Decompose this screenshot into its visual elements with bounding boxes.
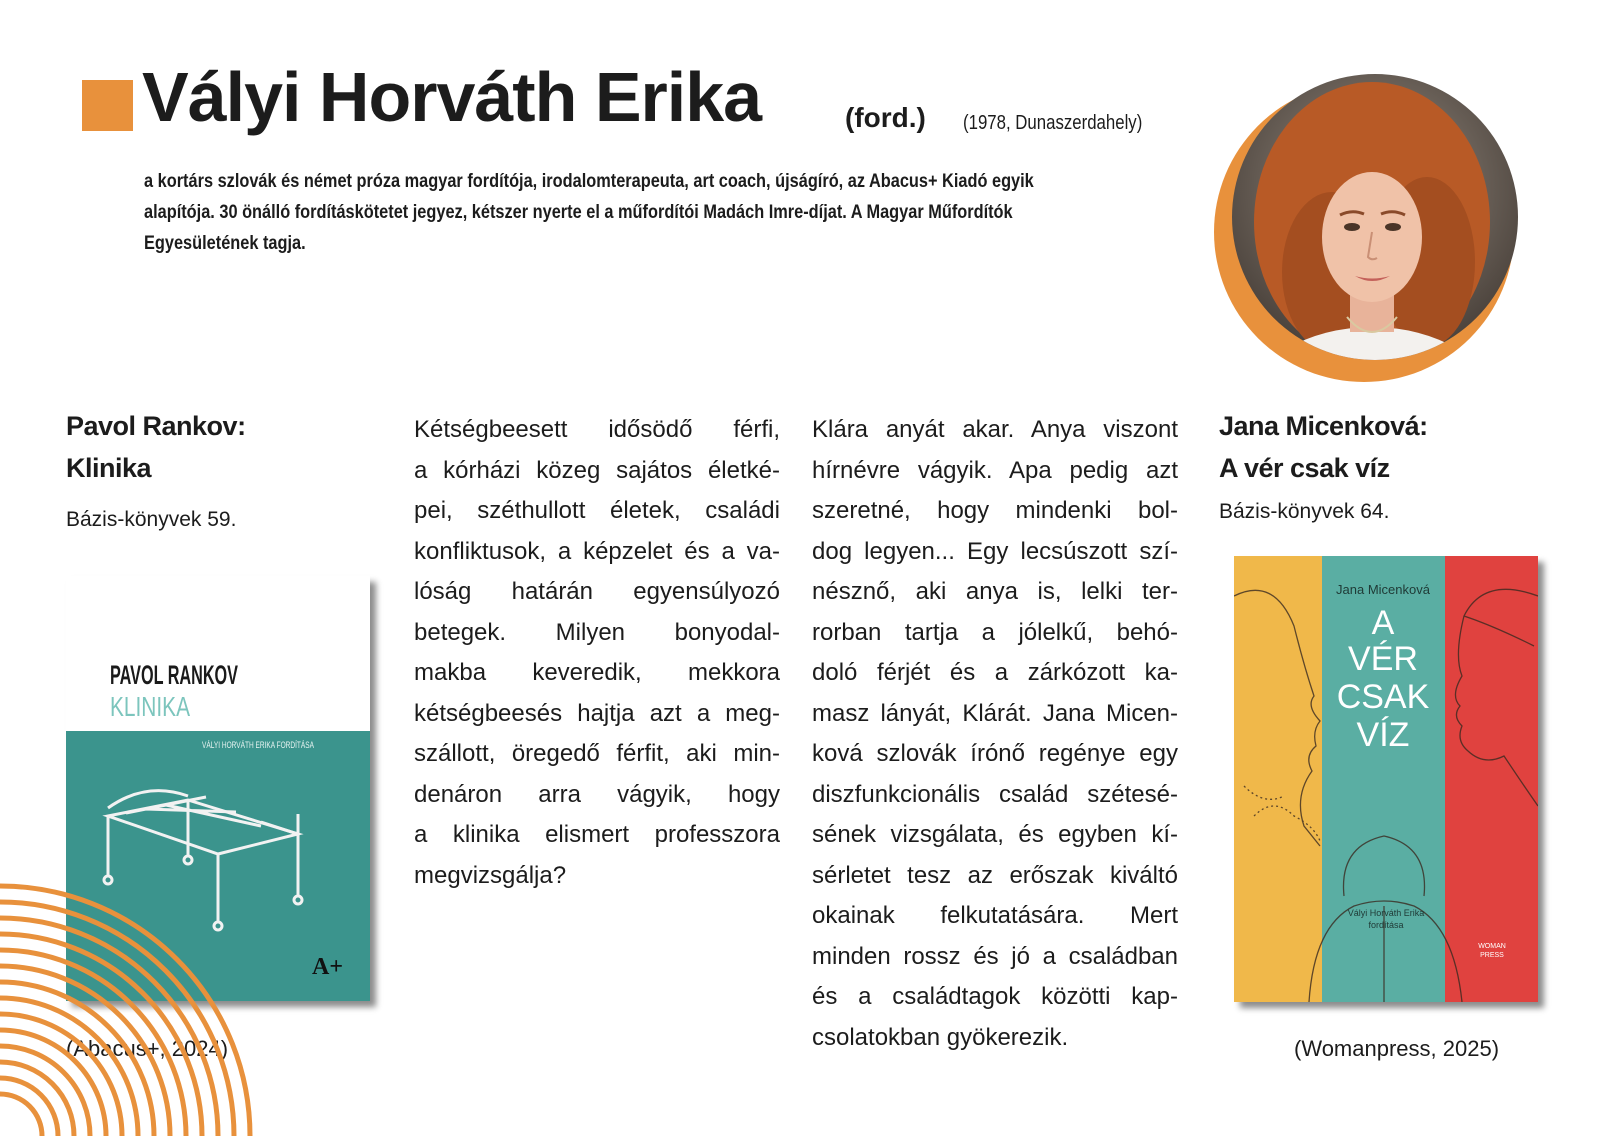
left-book-series: Bázis-könyvek 59. [66, 508, 237, 531]
left-book-title [66, 405, 246, 489]
text-line: csolatokban gyökerezik. [812, 1023, 1069, 1051]
text-line: ková szlovák írónő regénye egy [812, 740, 1178, 767]
right-cover-translator: fordítása [1368, 920, 1404, 930]
text-line: hírnévre vágyik. Apa pedig azt [812, 456, 1178, 484]
text-line: rorban tartja a jólelkű, behó- [812, 618, 1178, 646]
text-line: kétségbeesés hajtja azt a meg- [414, 699, 780, 727]
right-cover-title-line: VÍZ [1356, 716, 1410, 754]
bio-line: a kortárs szlovák és német próza magyar fordítója, irodalomterapeuta, art coach, újságíró, az Abacus+ Kiadó egyik [144, 171, 1034, 192]
role-label: (ford.) [845, 102, 926, 133]
left-book-description [414, 410, 780, 896]
left-book-publisher: (Abacus+, 2024) [66, 1036, 229, 1061]
text-line: sének vizsgálata, és egyben kí- [812, 821, 1178, 848]
decorative-arcs [0, 880, 260, 1136]
text-line: diszfunkcionális család szétesé- [812, 780, 1178, 808]
right-cover-author: Jana Micenková [1336, 582, 1430, 597]
right-cover-title-line: VÉR [1348, 640, 1418, 678]
text-line: szállott, öregedő férfit, aki min- [414, 740, 780, 767]
text-line: nésznő, aki anya is, lelki ter- [812, 578, 1178, 605]
right-cover-title-line: A [1371, 604, 1395, 642]
text-line: doló férjét és a zárkózott ka- [812, 659, 1178, 686]
text-line: sérletet tesz az erőszak kiváltó [812, 861, 1178, 889]
right-cover-title-line: CSAK [1336, 678, 1430, 716]
left-cover-logo: A+ [312, 954, 344, 980]
author-name: Vályi Horváth Erika [142, 58, 762, 136]
text-line: lóság határán egyensúlyozó [414, 578, 780, 605]
right-book-description [812, 410, 1178, 1058]
right-book-series: Bázis-könyvek 64. [1219, 500, 1390, 523]
text-line: minden rossz és jó a családban [812, 942, 1178, 970]
text-line: Klára anyát akar. Anya viszont [812, 416, 1178, 443]
text-line: masz lányát, Klárát. Jana Micen- [812, 699, 1178, 727]
text-line: és a családtagok közötti kap- [812, 983, 1178, 1010]
text-line: dog legyen... Egy lecsúszott szí- [812, 537, 1178, 565]
left-book-name: Klinika [66, 453, 152, 483]
right-book-title [1219, 405, 1428, 489]
biography [144, 166, 1159, 259]
left-cover-translator: VÁLYI HORVÁTH ERIKA FORDÍTÁSA [202, 740, 314, 750]
text-line: okainak felkutatására. Mert [812, 902, 1178, 929]
right-book-author: Jana Micenková: [1219, 411, 1428, 441]
accent-square [82, 80, 133, 131]
author-portrait [1212, 72, 1526, 386]
text-line: denáron arra vágyik, hogy [414, 780, 780, 808]
birth-info: (1978, Dunaszerdahely) [963, 112, 1143, 134]
text-line: konfliktusok, a képzelet és a va- [414, 537, 780, 565]
right-cover-publisher-logo: WOMAN [1478, 943, 1506, 950]
right-book-cover [1234, 556, 1538, 1002]
left-cover-author: PAVOL RANKOV [110, 660, 238, 690]
text-line: a klinika elismert professzora [414, 821, 780, 848]
bio-line: Egyesületének tagja. [144, 233, 306, 254]
text-line: betegek. Milyen bonyodal- [414, 618, 780, 646]
right-cover-translator: Vályi Horváth Erika [1347, 908, 1425, 918]
text-line: szeretné, hogy mindenki bol- [812, 497, 1178, 524]
text-line: makba keveredik, mekkora [414, 659, 780, 686]
text-line: pei, széthullott életek, családi [414, 497, 780, 524]
text-line: a kórházi közeg sajátos életké- [414, 456, 780, 484]
text-line: Kétségbeesett idősödő férfi, [414, 416, 780, 443]
text-line: megvizsgálja? [414, 861, 567, 889]
left-book-author: Pavol Rankov: [66, 411, 246, 441]
right-book-name: A vér csak víz [1219, 453, 1390, 483]
left-cover-title: KLINIKA [110, 691, 191, 722]
right-book-publisher: (Womanpress, 2025) [1294, 1036, 1500, 1061]
bio-line: alapítója. 30 önálló fordításkötetet jegyez, kétszer nyerte el a műfordítói Madách Imre-díjat. A Magyar Műfordítók [144, 202, 1013, 223]
right-cover-publisher-logo: PRESS [1480, 952, 1504, 959]
